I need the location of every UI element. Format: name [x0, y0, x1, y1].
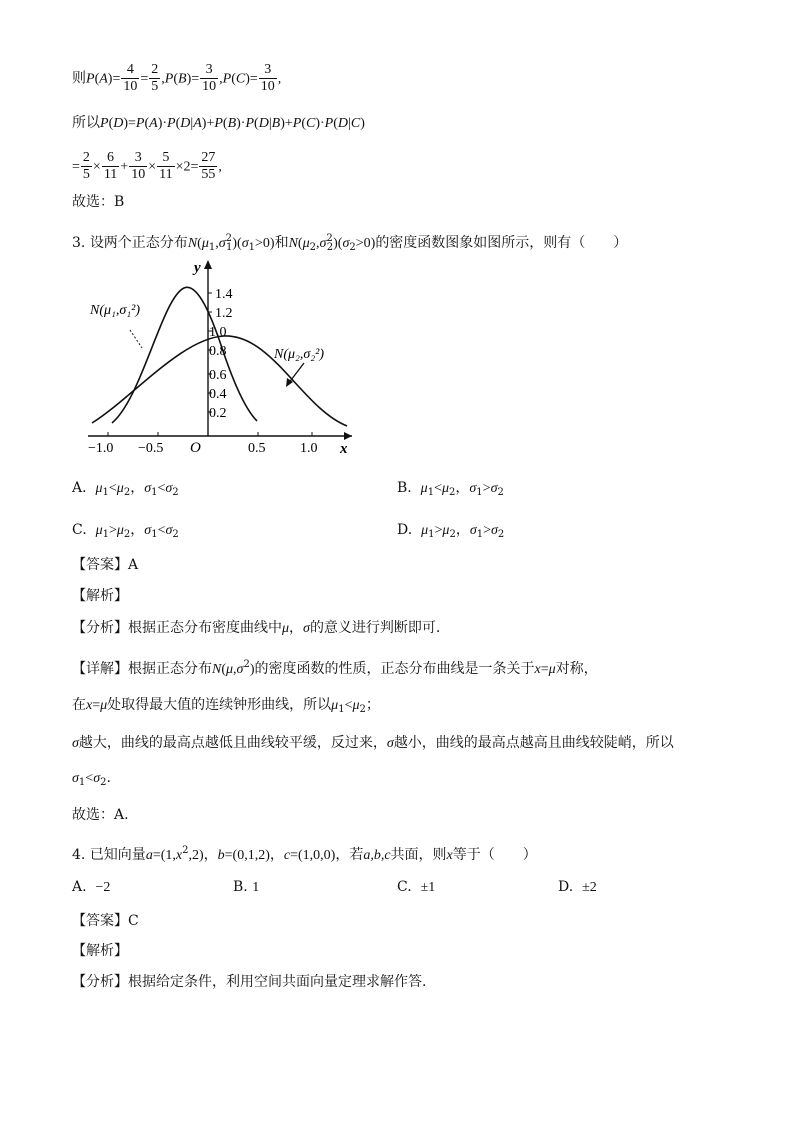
result-denominator: 55 — [201, 167, 216, 182]
line-prefix: 所以 — [72, 115, 100, 131]
stem-text: 和 — [274, 235, 289, 251]
result-numerator: 27 — [201, 150, 216, 165]
option-c: C. $\mu_1>\mu_2$，$\sigma_1<\sigma_2$ — [72, 522, 179, 540]
analysis-title-q3: 【解析】 — [72, 588, 128, 604]
option-label: B. — [397, 480, 412, 496]
option-value: 1 — [252, 880, 260, 895]
option-label: B. — [233, 879, 248, 895]
q4-option-b — [233, 877, 259, 898]
svg-text:1.0: 1.0 — [209, 325, 227, 340]
y-axis-label: y — [194, 260, 201, 276]
analysis-text: 的意义进行判断即可. — [309, 620, 441, 636]
option-value: −2 — [95, 880, 111, 895]
y-axis-arrow — [204, 260, 212, 269]
origin-label: O — [190, 440, 201, 456]
curve-2-label: N(μ₂,σ₂²) — [274, 347, 325, 362]
stem-text: 共面，则 — [390, 847, 447, 863]
stem-text: ，若 — [335, 847, 364, 863]
stem-text: 设两个正态分布 — [89, 235, 188, 251]
question-number: 3. — [72, 235, 86, 251]
detail-text: ； — [365, 697, 380, 713]
detail-text: . — [106, 770, 111, 786]
option-value: ±1 — [420, 880, 436, 895]
x-tick-labels — [88, 441, 318, 456]
svg-text:−0.5: −0.5 — [138, 441, 164, 456]
normal-distribution-figure — [72, 258, 362, 463]
question-4-stem: 4. 已知向量$a=(1,x^2,2)$，b=(0,1,2)，c=(1,0,0)，若a,b,c共面，则x等于（ ） — [72, 845, 537, 863]
detail-text: 越大，曲线的最高点越低且曲线较平缓，反过来， — [78, 735, 387, 751]
option-value: ±2 — [582, 880, 597, 895]
svg-text:1.2: 1.2 — [215, 306, 233, 321]
svg-text:0.2: 0.2 — [209, 406, 227, 421]
option-label: D. — [397, 522, 413, 538]
option-b: B. $\mu_1<\mu_2$，$\sigma_1>\sigma_2$ — [397, 480, 504, 498]
option-d: D. $\mu_1>\mu_2$，$\sigma_1>\sigma_2$ — [397, 522, 505, 540]
line-prefix: 则 — [72, 70, 86, 87]
analysis-text: ， — [289, 620, 304, 636]
option-label: C. — [397, 879, 412, 895]
analysis-q3: 【分析】根据正态分布密度曲线中μ，σ的意义进行判断即可. — [72, 620, 441, 636]
curve-1-pointer — [130, 330, 142, 348]
probability-values-line: 则P(A)= $\frac{4}{10}$ = $\frac{2}{5}$ ,P(B)= $\frac{3}{10}$ ,P(C)= $\frac{3}{10}$ , — [72, 62, 282, 94]
x-axis-arrow — [344, 432, 352, 440]
stem-text: 等于（ ） — [452, 847, 537, 863]
analysis-q4: 【分析】根据给定条件，利用空间共面向量定理求解作答. — [72, 974, 427, 990]
curve-1-label: N(μ₁,σ₁²) — [90, 303, 141, 318]
question-3-stem: 3. 设两个正态分布$N(\mu_1,\sigma^2_1)(\sigma_1>0)$和$N(\mu_2,\sigma^2_2)(\sigma_2>0)$的密度函数图象如图所示，则有（ ） — [72, 233, 628, 253]
detail-text: 越小，曲线的最高点越高且曲线较陡峭，所以 — [393, 735, 674, 751]
stem-text: 已知向量 — [89, 847, 146, 863]
option-label: A. — [72, 480, 87, 496]
svg-text:0.8: 0.8 — [209, 344, 227, 359]
detail-q3-line2: 在x=μ处取得最大值的连续钟形曲线，所以$\mu_1<\mu_2$； — [72, 697, 380, 715]
svg-text:0.5: 0.5 — [248, 441, 266, 456]
option-label: C. — [72, 522, 87, 538]
conclusion-text: 故选：B — [72, 194, 125, 210]
conclusion-q3: 故选：A. — [72, 807, 129, 823]
x-axis-label: x — [340, 441, 348, 457]
q4-option-d — [558, 877, 597, 898]
option-label: D. — [558, 879, 574, 895]
detail-q3-line3: σ越大，曲线的最高点越低且曲线较平缓，反过来，σ越小，曲线的最高点越高且曲线较陡峭，所以 — [72, 735, 674, 751]
detail-q3-line4: $\sigma_1<\sigma_2$. — [72, 770, 111, 788]
svg-text:−1.0: −1.0 — [88, 441, 114, 456]
stem-text: 的密度函数图象如图所示，则有（ ） — [375, 235, 628, 251]
detail-q3-line1: 【详解】根据正态分布$N(\mu,\sigma^2)$的密度函数的性质，正态分布曲线是一条关于x=μ对称， — [72, 659, 598, 677]
q4-option-c — [397, 877, 435, 898]
answer-q4: 【答案】C — [72, 913, 139, 929]
svg-text:1.0: 1.0 — [300, 441, 318, 456]
q4-option-a — [72, 877, 110, 898]
question-number: 4. — [72, 847, 86, 863]
answer-q3: 【答案】A — [72, 557, 139, 573]
calculation-line: = $\frac{2}{5}$ × $\frac{6}{11}$ + $\frac{3}{10}$ × $\frac{5}{11}$ ×2= $\frac{27}{55}$ , — [72, 150, 222, 182]
detail-text: 对称， — [555, 661, 598, 677]
detail-text: 【详解】根据正态分布 — [72, 661, 212, 677]
svg-text:0.6: 0.6 — [209, 368, 227, 383]
svg-text:0.4: 0.4 — [209, 387, 227, 402]
analysis-text: 【分析】根据正态分布密度曲线中 — [72, 620, 282, 636]
analysis-title-q4: 【解析】 — [72, 943, 128, 959]
detail-text: 在 — [72, 697, 86, 713]
detail-text: 处取得最大值的连续钟形曲线，所以 — [107, 697, 332, 713]
y-tick-labels — [209, 287, 233, 421]
svg-text:1.4: 1.4 — [215, 287, 233, 302]
detail-text: 的密度函数的性质，正态分布曲线是一条关于 — [254, 661, 535, 677]
option-label: A. — [72, 879, 87, 895]
option-a: A. $\mu_1<\mu_2$，$\sigma_1<\sigma_2$ — [72, 480, 179, 498]
total-probability-line: 所以P(D)=P(A)·P(D|A)+P(B)·P(D|B)+P(C)·P(D|C) — [72, 115, 365, 131]
